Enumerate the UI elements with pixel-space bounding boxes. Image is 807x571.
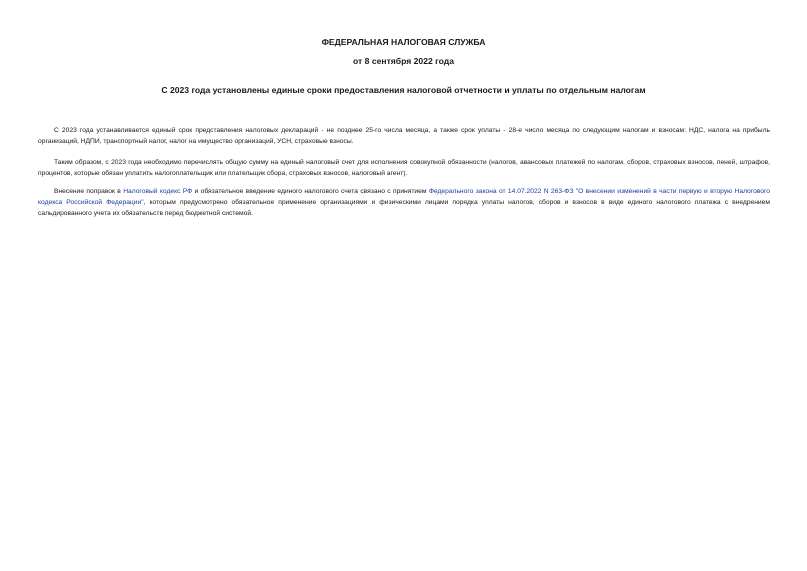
paragraph-text-middle: и обязательное введение единого налогового счета связано с принятием bbox=[192, 188, 429, 195]
paragraph-single-tax-account: Таким образом, с 2023 года необходимо перечислять общую сумму на единый налоговый счет для исполнения совокупной обязанности (налогов, авансовых платежей по налогам, сборов, страховых взносов, пеней, штрафов, процентов, которые обязан уплатить налогоплательщик или плательщик сбора, страховых взносов, налоговый агент). bbox=[38, 159, 770, 177]
agency-name: ФЕДЕРАЛЬНАЯ НАЛОГОВАЯ СЛУЖБА bbox=[321, 37, 486, 47]
paragraph-text-after: , которым предусмотрено обязательное применение организациями и физическими лицами порядка уплаты налогов, сборов и взносов в виде единого налогового платежа с внедрением сальдированного учета их обязательств перед бюджетной системой. bbox=[38, 199, 770, 217]
tax-code-link[interactable]: Налоговый кодекс РФ bbox=[123, 188, 193, 195]
federal-law-link[interactable]: Федерального закона от 14.07.2022 N 263-ФЗ "О внесении изменений в части первую и вторую Налогового кодекса Российской Федерации" bbox=[38, 188, 770, 206]
paragraph-text-before: Внесение поправок в bbox=[54, 188, 124, 195]
document-date: от 8 сентября 2022 года bbox=[353, 56, 454, 66]
paragraph-legal-basis bbox=[38, 186, 770, 219]
paragraph-unified-deadlines: С 2023 года устанавливается единый срок представления налоговых деклараций - не позднее 25-го числа месяца, а также срок уплаты - 28-е число месяца по следующим налогам и взносам: НДС, налога на прибыль организаций, НДПИ, транспортный налог, налог на имущество организаций, УСН, страховые взносы. bbox=[38, 127, 770, 145]
document-title: С 2023 года установлены единые сроки предоставления налоговой отчетности и уплаты по отдельным налогам bbox=[161, 85, 646, 95]
